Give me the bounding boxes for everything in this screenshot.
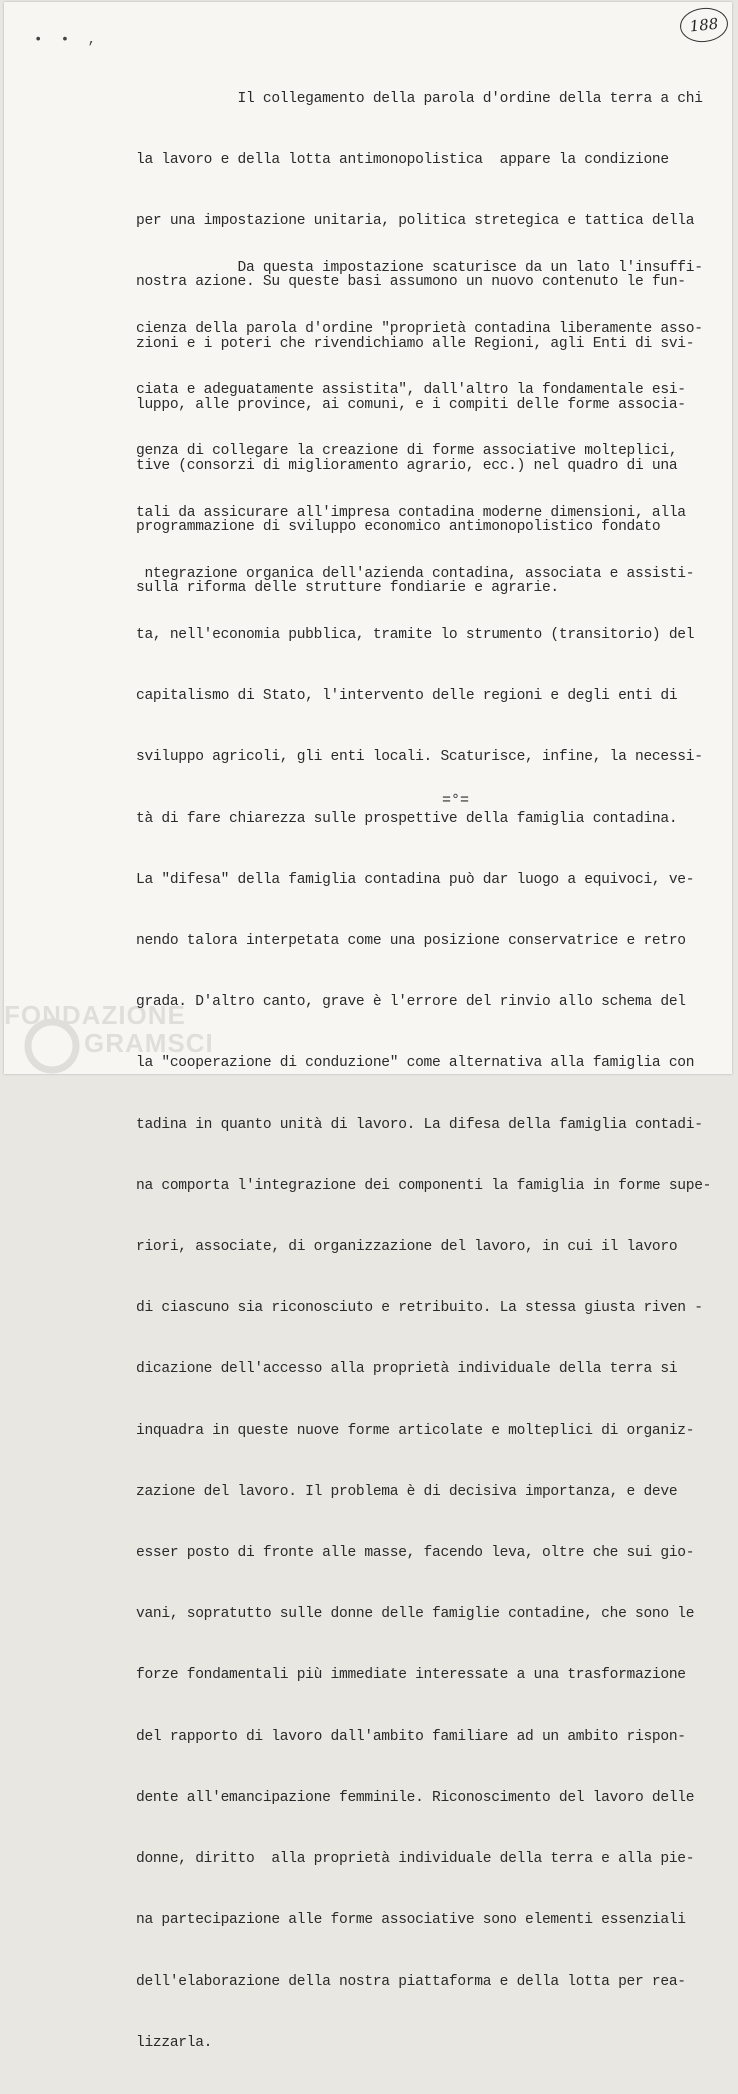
text-line: na partecipazione alle forme associative sono elementi essenziali (136, 1912, 686, 1929)
text-line: tive (consorzi di miglioramento agrario, ecc.) nel quadro di una (136, 458, 678, 475)
page-number-stamp: 188 (678, 6, 729, 45)
text-line: esser posto di fronte alle masse, facendo leva, oltre che sui gio- (136, 1545, 695, 1562)
text-line: sviluppo agricoli, gli enti locali. Scaturisce, infine, la necessi- (136, 749, 703, 766)
text-line: forze fondamentali più immediate interessate a una trasformazione (136, 1667, 686, 1684)
text-line: na comporta l'integrazione dei componenti la famiglia in forme supe- (136, 1177, 712, 1194)
text-line: zazione del lavoro. Il problema è di decisiva importanza, e deve (136, 1483, 678, 1500)
text-line: Da questa impostazione scaturisce da un lato l'insuffi- (136, 259, 703, 276)
text-line: di ciascuno sia riconosciuto e retribuito. La stessa giusta riven - (136, 1300, 703, 1317)
margin-marks: • • , (34, 32, 102, 48)
text-line: inquadra in queste nuove forme articolate e molteplici di organiz- (136, 1422, 695, 1439)
text-line: dente all'emancipazione femminile. Riconoscimento del lavoro delle (136, 1789, 695, 1806)
text-line: lizzarla. (136, 2034, 213, 2051)
text-line: tà di fare chiarezza sulle prospettive della famiglia contadina. (136, 810, 678, 827)
text-line: dell'elaborazione della nostra piattaforma e della lotta per rea- (136, 1973, 686, 1990)
text-line: cienza della parola d'ordine "proprietà contadina liberamente asso- (136, 321, 703, 338)
text-line: dicazione dell'accesso alla proprietà individuale della terra si (136, 1361, 678, 1378)
text-line: per una impostazione unitaria, politica stretegica e tattica della (136, 213, 695, 230)
text-line: genza di collegare la creazione di forme associative molteplici, (136, 443, 678, 460)
text-line: Il collegamento della parola d'ordine della terra a chi (136, 90, 703, 107)
text-line: capitalismo di Stato, l'intervento delle regioni e degli enti di (136, 688, 678, 705)
text-line: nendo talora interpetata come una posizione conservatrice e retro (136, 933, 686, 950)
text-line: programmazione di sviluppo economico antimonopolistico fondato (136, 519, 661, 536)
text-line: ta, nell'economia pubblica, tramite lo strumento (transitorio) del (136, 627, 695, 644)
text-line: sulla riforma delle strutture fondiarie e agrarie. (136, 580, 559, 597)
watermark-line-2: GRAMSCI (84, 1028, 214, 1058)
text-line: la lavoro e della lotta antimonopolistica appare la condizione (136, 152, 669, 169)
text-line: la "cooperazione di conduzione" come alternativa alla famiglia con (136, 1055, 695, 1072)
text-line: grada. D'altro canto, grave è l'errore del rinvio allo schema del (136, 994, 686, 1011)
watermark-line-1: FONDAZIONE (4, 1000, 186, 1030)
end-mark: =°= (442, 792, 470, 809)
text-line: luppo, alle province, ai comuni, e i compiti delle forme associa- (136, 396, 686, 413)
text-line: del rapporto di lavoro dall'ambito familiare ad un ambito rispon- (136, 1728, 686, 1745)
text-line: La "difesa" della famiglia contadina può dar luogo a equivoci, ve- (136, 871, 695, 888)
document-page (4, 2, 732, 2051)
watermark-logo (4, 998, 214, 1074)
text-line: zioni e i poteri che rivendichiamo alle Regioni, agli Enti di svi- (136, 335, 695, 352)
text-line: vani, sopratutto sulle donne delle famiglie contadine, che sono le (136, 1606, 695, 1623)
paragraph-2 (136, 217, 711, 2094)
text-line: ciata e adeguatamente assistita", dall'altro la fondamentale esi- (136, 382, 686, 399)
text-line: tadina in quanto unità di lavoro. La difesa della famiglia contadi- (136, 1116, 703, 1133)
text-line: donne, diritto alla proprietà individuale della terra e alla pie- (136, 1851, 695, 1868)
text-line: nostra azione. Su queste basi assumono un nuovo contenuto le fun- (136, 274, 686, 291)
text-line: riori, associate, di organizzazione del lavoro, in cui il lavoro (136, 1239, 678, 1256)
text-line: ntegrazione organica dell'azienda contadina, associata e assisti- (136, 565, 695, 582)
text-line: tali da assicurare all'impresa contadina moderne dimensioni, alla (136, 504, 686, 521)
